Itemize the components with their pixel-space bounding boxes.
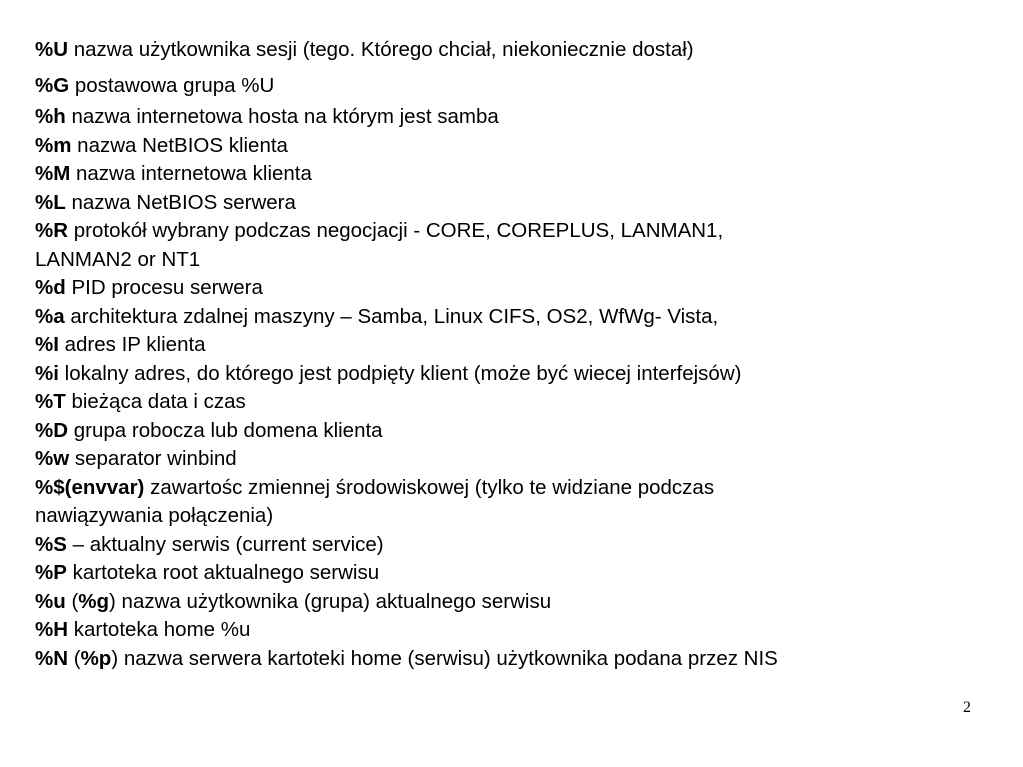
variable-description: nazwa NetBIOS klienta: [71, 133, 288, 157]
variable-description: (: [68, 646, 81, 670]
variable-code: %S: [35, 532, 67, 556]
variable-code-secondary: %p: [80, 646, 112, 670]
entry-line: [35, 360, 995, 389]
variable-code: %M: [35, 162, 71, 185]
variable-description: kartoteka root aktualnego serwisu: [66, 561, 380, 584]
entry-line: [35, 103, 995, 132]
entry-line: [35, 160, 995, 189]
entry-line: [35, 645, 995, 674]
variable-code: %h: [35, 105, 66, 128]
variable-description: bieżąca data i czas: [65, 390, 246, 413]
variable-code: %L: [35, 190, 66, 214]
variable-description: adres IP klienta: [58, 333, 206, 356]
variable-description: nazwa internetowa hosta na którym jest samba: [65, 105, 499, 128]
variable-code: %U: [35, 38, 69, 61]
variable-code: %w: [35, 447, 70, 470]
entry-line: [35, 189, 995, 218]
entry-line-continuation: [35, 502, 995, 531]
entry-line: [35, 217, 995, 246]
variable-description: PID procesu serwera: [65, 276, 263, 299]
variable-code: %a: [35, 304, 65, 328]
entry-line: [35, 132, 995, 161]
entry-line: [35, 331, 995, 360]
variable-description: lokalny adres, do którego jest podpięty klient (może być wiecej interfejsów): [58, 361, 742, 385]
variable-description: kartoteka home %u: [68, 618, 251, 641]
variable-description: nazwa NetBIOS serwera: [65, 190, 296, 214]
variable-code: %H: [35, 618, 69, 641]
variable-code-secondary: %g: [78, 589, 110, 613]
variable-code: %R: [35, 219, 69, 242]
entry-line: [35, 559, 995, 588]
variable-code: %m: [35, 133, 72, 157]
variable-description: postawowa grupa %U: [69, 73, 275, 97]
variable-code: %D: [35, 418, 69, 442]
variable-code: %N: [35, 646, 69, 670]
variable-description: grupa robocza lub domena klienta: [68, 418, 383, 442]
variable-code: %$(envvar): [35, 475, 145, 499]
entry-line: [35, 531, 995, 560]
variable-description: protokół wybrany podczas negocjacji - CORE, COREPLUS, LANMAN1,: [68, 219, 724, 242]
entry-line: [35, 36, 995, 65]
entry-line: [35, 303, 995, 332]
variable-code: %T: [35, 390, 66, 413]
variable-description: – aktualny serwis (current service): [66, 532, 384, 556]
variable-code: %i: [35, 361, 59, 385]
variable-description: nazwa użytkownika sesji (tego. Którego chciał, niekoniecznie dostał): [68, 38, 694, 61]
variable-description: (: [65, 589, 79, 613]
entry-line: [35, 588, 995, 617]
entry-line: [35, 388, 995, 417]
variable-description-secondary: ) nazwa użytkownika (grupa) aktualnego serwisu: [109, 589, 552, 613]
variable-description: nawiązywania połączenia): [35, 504, 274, 527]
entry-line: [35, 72, 995, 101]
variable-code: %P: [35, 561, 67, 584]
variable-description: zawartośc zmiennej środowiskowej (tylko te widziane podczas: [144, 475, 715, 499]
entry-line: [35, 616, 995, 645]
slide-body: [35, 36, 995, 673]
entry-line-continuation: [35, 246, 995, 275]
variable-description: nazwa internetowa klienta: [70, 162, 312, 185]
entry-line: [35, 274, 995, 303]
variable-code: %I: [35, 333, 59, 356]
entry-line: [35, 417, 995, 446]
variable-code: %G: [35, 73, 70, 97]
variable-code: %u: [35, 589, 66, 613]
variable-description: LANMAN2 or NT1: [35, 247, 201, 271]
variable-code: %d: [35, 276, 66, 299]
entry-line: [35, 445, 995, 474]
variable-description: architektura zdalnej maszyny – Samba, Linux CIFS, OS2, WfWg- Vista,: [64, 304, 719, 328]
entry-line: [35, 474, 995, 503]
variable-description-secondary: ) nazwa serwera kartoteki home (serwisu) użytkownika podana przez NIS: [111, 646, 778, 670]
page-number: 2: [963, 699, 971, 716]
variable-description: separator winbind: [69, 447, 237, 470]
